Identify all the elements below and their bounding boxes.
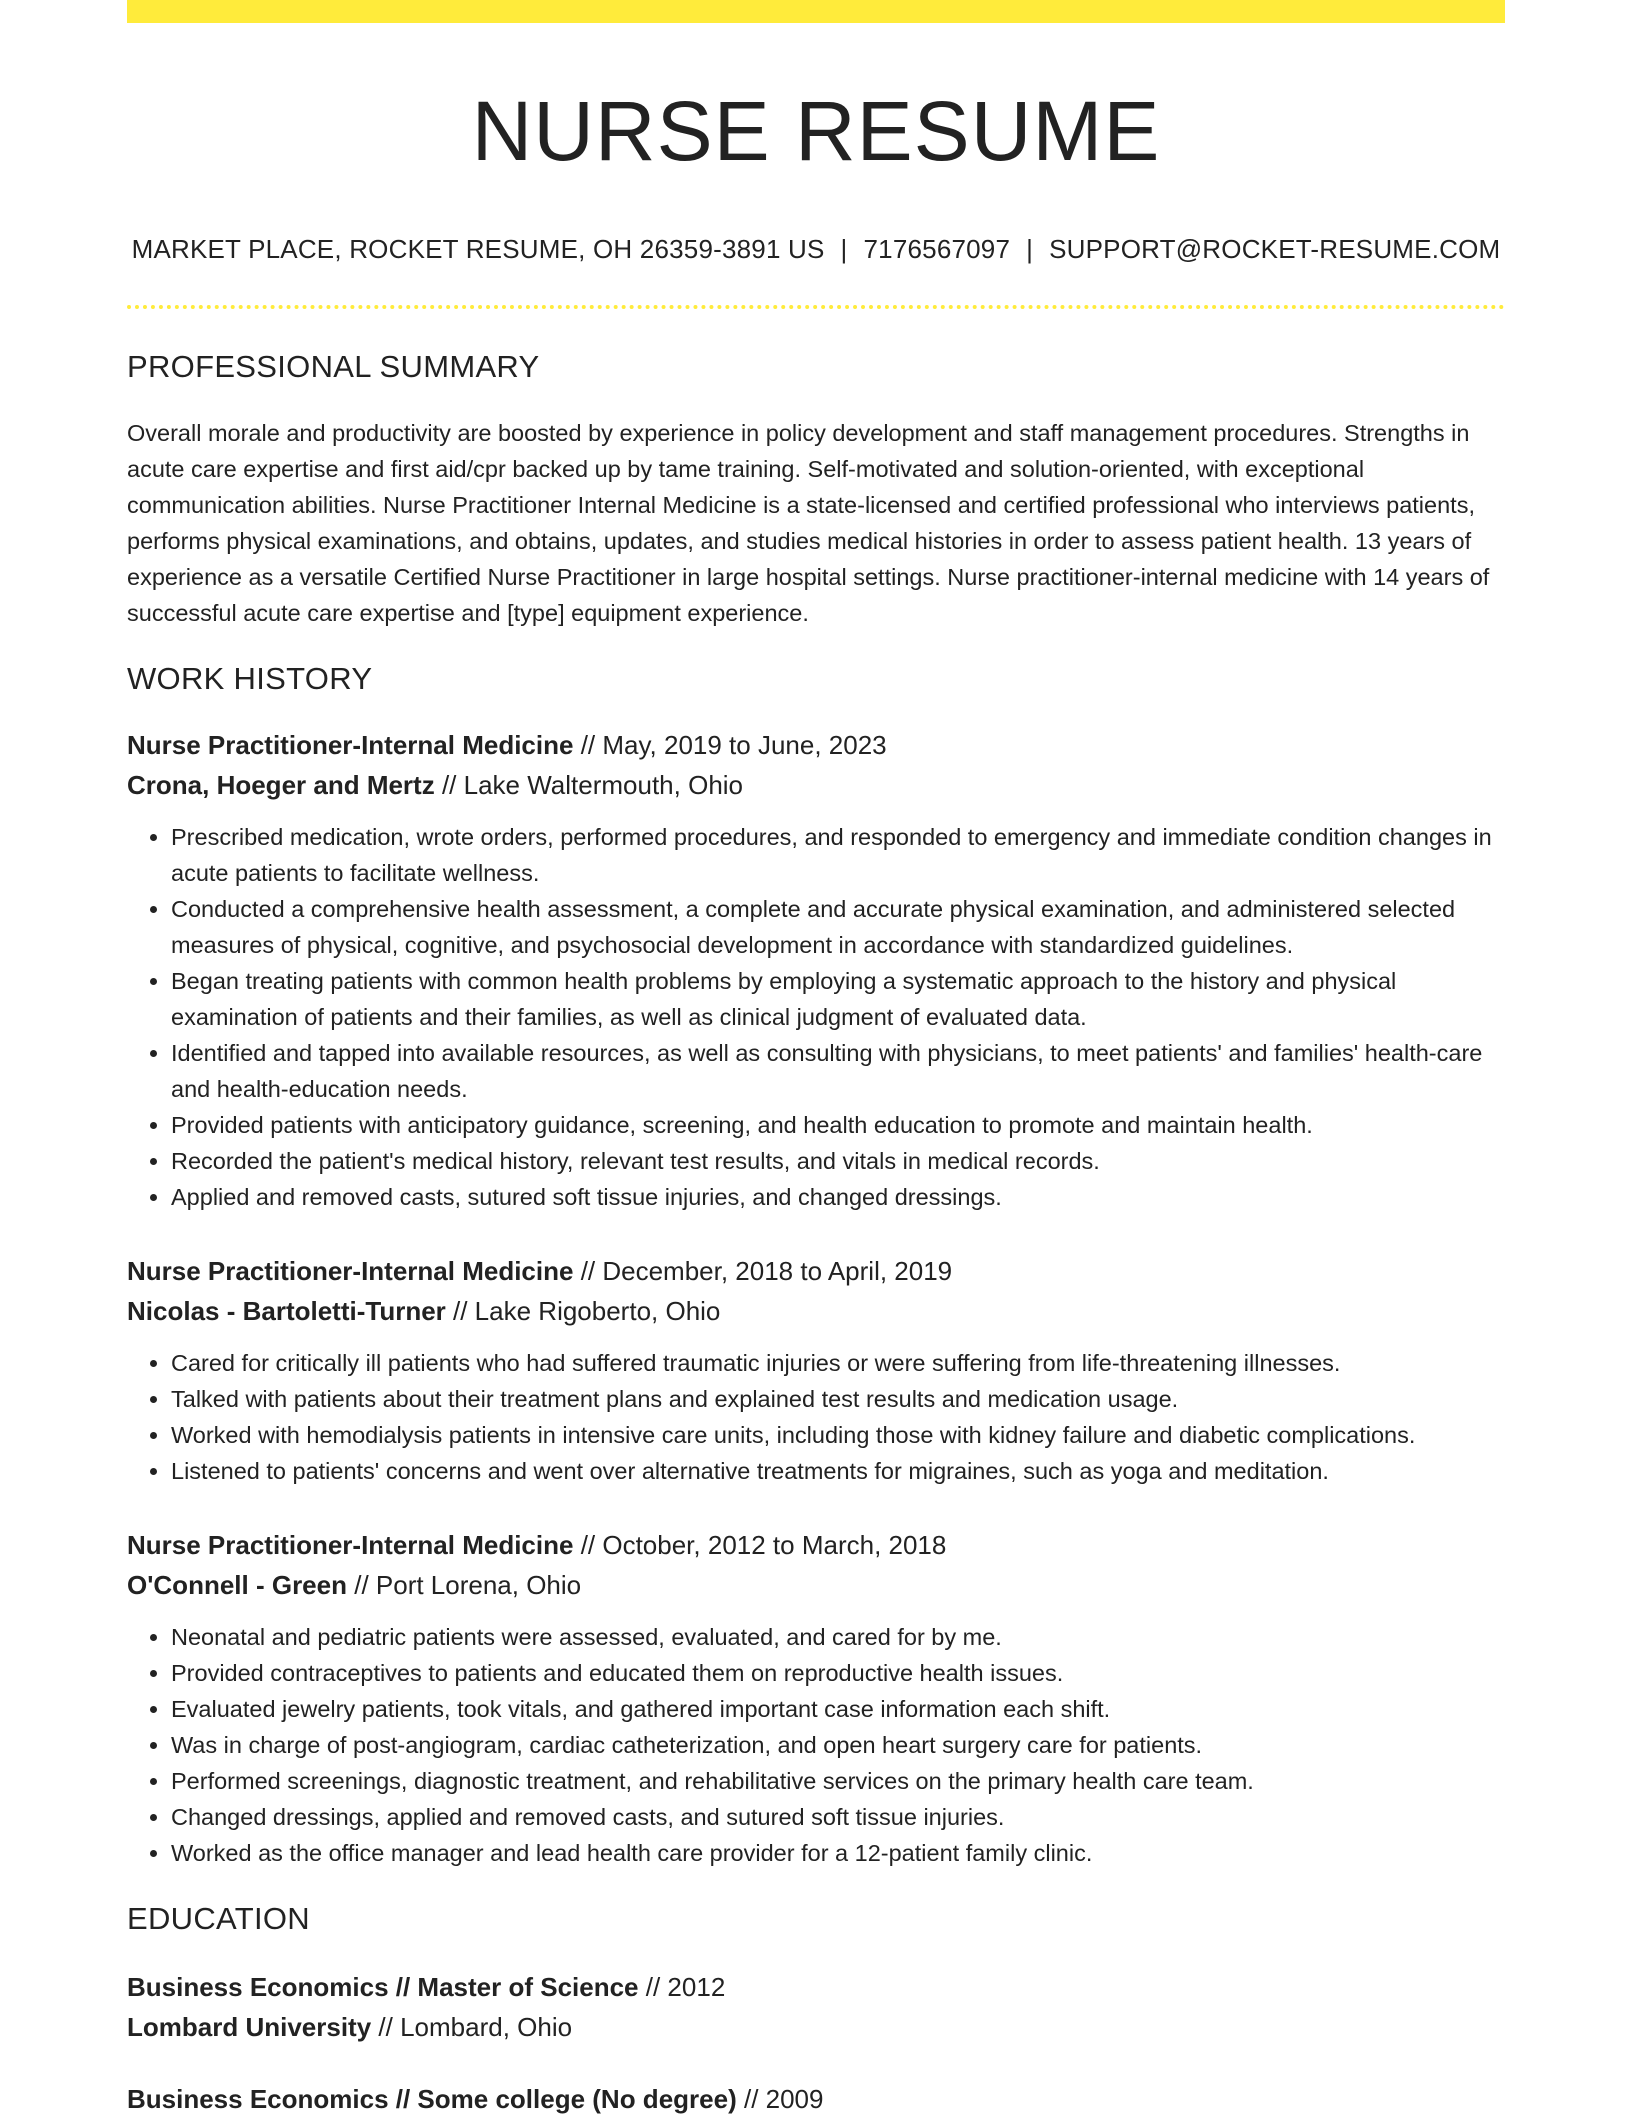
job-location: // Port Lorena, Ohio: [354, 1569, 582, 1600]
job-company-line: [127, 1291, 1505, 1331]
job-company: Crona, Hoeger and Mertz: [127, 769, 435, 800]
job-dates: // December, 2018 to April, 2019: [580, 1255, 953, 1286]
job-title-line: [127, 1525, 1505, 1565]
job-bullet: • Prescribed medication, wrote orders, performed procedures, and responded to emergency and immediate condition changes in acute patients to facilitate wellness.: [171, 819, 1505, 891]
job-position: Nurse Practitioner-Internal Medicine: [127, 1529, 574, 1560]
contact-address: MARKET PLACE, ROCKET RESUME, OH 26359-3891 US: [131, 233, 825, 264]
job-bullet: • Conducted a comprehensive health assessment, a complete and accurate physical examination, and administered selected measures of physical, cognitive, and psychosocial development in accordance with standardized guidelines.: [171, 891, 1505, 963]
resume-page: [127, 0, 1505, 2119]
education-degree: Business Economics // Master of Science: [127, 1971, 639, 2002]
work-history-heading: WORK HISTORY: [127, 660, 373, 696]
job-bullet: • Neonatal and pediatric patients were assessed, evaluated, and cared for by me.: [171, 1619, 1505, 1655]
job-bullet: • Began treating patients with common health problems by employing a systematic approach to the history and physical examination of patients and their families, as well as clinical judgment of evaluated data.: [171, 963, 1505, 1035]
job-bullets: [127, 1345, 1505, 1489]
contact-phone: 7176567097: [863, 233, 1011, 264]
job-company: Nicolas - Bartoletti-Turner: [127, 1295, 446, 1326]
job-location: // Lake Waltermouth, Ohio: [441, 769, 744, 800]
job-dates: // May, 2019 to June, 2023: [580, 729, 887, 760]
resume-title: NURSE RESUME: [471, 84, 1161, 178]
job-position: Nurse Practitioner-Internal Medicine: [127, 1255, 574, 1286]
job-bullet: • Cared for critically ill patients who had suffered traumatic injuries or were suffering from life-threatening illnesses.: [171, 1345, 1505, 1381]
job-company-line: [127, 1565, 1505, 1605]
top-accent-bar: [127, 0, 1505, 23]
education-heading: EDUCATION: [127, 1900, 310, 1936]
summary-text: Overall morale and productivity are boosted by experience in policy development and staff management procedures. Strengths in acute care expertise and first aid/cpr backed up by tame training. Self-motivated and solution-oriented, with exceptional communication abilities. Nurse Practitioner Internal Medicine is a state-licensed and certified professional who interviews patients, performs physical examinations, and obtains, updates, and studies medical histories in order to assess patient health. 13 years of experience as a versatile Certified Nurse Practitioner in large hospital settings. Nurse practitioner-internal medicine with 14 years of successful acute care expertise and [type] equipment experience.: [127, 419, 1490, 626]
education-location: // Lombard, Ohio: [378, 2011, 573, 2042]
contact-separator: |: [840, 233, 848, 264]
education-degree-line: [127, 2079, 1505, 2119]
job-position: Nurse Practitioner-Internal Medicine: [127, 729, 574, 760]
job-company-line: [127, 765, 1505, 805]
job-bullets: [127, 819, 1505, 1215]
summary-heading: PROFESSIONAL SUMMARY: [127, 348, 540, 384]
education-year: // 2012: [645, 1971, 726, 2002]
education-school: Lombard University: [127, 2011, 372, 2042]
job-bullet: • Performed screenings, diagnostic treatment, and rehabilitative services on the primary health care team.: [171, 1763, 1505, 1799]
job-bullet: • Listened to patients' concerns and went over alternative treatments for migraines, such as yoga and meditation.: [171, 1453, 1505, 1489]
education-school-line: [127, 2007, 1505, 2047]
job-location: // Lake Rigoberto, Ohio: [453, 1295, 721, 1326]
job-bullet: • Worked as the office manager and lead health care provider for a 12-patient family clinic.: [171, 1835, 1505, 1871]
job-bullet: • Provided contraceptives to patients and educated them on reproductive health issues.: [171, 1655, 1505, 1691]
education-entry: [127, 1967, 1505, 2047]
job-dates: // October, 2012 to March, 2018: [580, 1529, 947, 1560]
contact-email: SUPPORT@ROCKET-RESUME.COM: [1049, 233, 1501, 264]
job-bullet: • Provided patients with anticipatory guidance, screening, and health education to promote and maintain health.: [171, 1107, 1505, 1143]
job-bullets: [127, 1619, 1505, 1871]
job-company: O'Connell - Green: [127, 1569, 347, 1600]
education-degree-line: [127, 1967, 1505, 2007]
education-degree: Business Economics // Some college (No degree): [127, 2083, 737, 2114]
job-bullet: • Changed dressings, applied and removed casts, and sutured soft tissue injuries.: [171, 1799, 1505, 1835]
job-bullet: • Applied and removed casts, sutured soft tissue injuries, and changed dressings.: [171, 1179, 1505, 1215]
contact-separator: |: [1026, 233, 1034, 264]
job-bullet: • Worked with hemodialysis patients in intensive care units, including those with kidney failure and diabetic complications.: [171, 1417, 1505, 1453]
dotted-divider: [127, 305, 1505, 309]
job-title-line: [127, 725, 1505, 765]
job-bullet: • Identified and tapped into available resources, as well as consulting with physicians, to meet patients' and families' health-care and health-education needs.: [171, 1035, 1505, 1107]
job-entry: [127, 1525, 1505, 1871]
job-entry: [127, 725, 1505, 1215]
job-title-line: [127, 1251, 1505, 1291]
education-year: // 2009: [743, 2083, 824, 2114]
contact-line: [127, 234, 1505, 265]
job-bullet: • Recorded the patient's medical history, relevant test results, and vitals in medical records.: [171, 1143, 1505, 1179]
education-entry: [127, 2079, 1505, 2119]
job-bullet: • Talked with patients about their treatment plans and explained test results and medication usage.: [171, 1381, 1505, 1417]
job-bullet: • Evaluated jewelry patients, took vitals, and gathered important case information each shift.: [171, 1691, 1505, 1727]
job-entry: [127, 1251, 1505, 1489]
job-bullet: • Was in charge of post-angiogram, cardiac catheterization, and open heart surgery care for patients.: [171, 1727, 1505, 1763]
